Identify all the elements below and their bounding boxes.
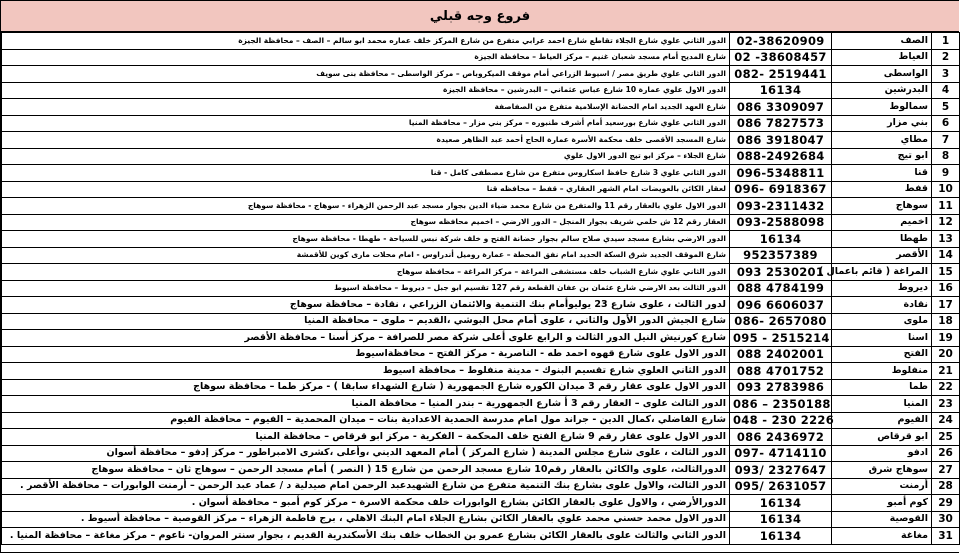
branch-name: ادفو: [832, 445, 932, 462]
branch-number: 16: [932, 280, 960, 297]
branch-name: الفتح: [832, 346, 932, 363]
branch-number: 4: [932, 82, 960, 99]
branch-name: ملوى: [832, 313, 932, 330]
branch-address: الدور الاول علوى عقار رقم 9 شارع الفتح خلف المحكمة – الفكرية - مركز ابو قرقاص – محافظة المنيا: [2, 429, 730, 446]
table-row: [2, 115, 960, 132]
branch-phone: 086 7827573: [730, 115, 832, 132]
table-row: [2, 181, 960, 198]
table-row: [2, 412, 960, 429]
branch-name: القوصية: [832, 511, 932, 528]
branch-phone: 095/ 2631057: [730, 478, 832, 495]
branch-phone: 093 2783986: [730, 379, 832, 396]
branch-name: المراغة ( قائم باعمال ): [832, 264, 932, 281]
branch-address: الدور الاول علوى عقار رقم 3 ميدان الكوره شارع الجمهورية ( شارع الشهداء سابقا ) - مركز طما – محافظة سوهاج: [2, 379, 730, 396]
title-bar: [1, 0, 959, 33]
branch-address: الدور الارضي بشارع مسجد سيدي صلاح سالم بجوار حضانة الفتح و خلف شركة نبس للسياحة - طهطا - محافظة سوهاج: [2, 231, 730, 248]
branch-number: 5: [932, 99, 960, 116]
branch-address: الدور الثالث، والاول علوى بشارع بنك التنمية متفرع من شارع الشهيدعبد الرحمن امام صيدلية د / عماد عبد الرحمن – أرمنت الوابورات – محافظة الأقصر .: [2, 478, 730, 495]
table-row: [2, 478, 960, 495]
branch-address: الدورالثالث، علوى والكائن بالعقار رقم10 شارع مسجد الرحمن من شارع 15 ( النصر ) أمام مسجد الرحمن – سوهاج ثان – محافظة سوهاج: [2, 462, 730, 479]
branch-address: لدور الثالث ، علوى شارع 23 يوليوأمام بنك التنمية والائتمان الزراعي ، نقادة – محافظة سوهاج: [2, 297, 730, 314]
branch-phone: 093-2588098: [730, 214, 832, 231]
branch-phone: 086- 2657080: [730, 313, 832, 330]
branch-number: 15: [932, 264, 960, 281]
table-row: [2, 214, 960, 231]
table-row: [2, 66, 960, 83]
branch-name: الأقصر: [832, 247, 932, 264]
branch-phone: 086 2436972: [730, 429, 832, 446]
branch-number: 13: [932, 231, 960, 248]
branch-name: نقادة: [832, 297, 932, 314]
branch-phone: 088 4701752: [730, 363, 832, 380]
branches-table: [1, 32, 960, 545]
branch-phone: 086 3918047: [730, 132, 832, 149]
branch-name: ديروط: [832, 280, 932, 297]
branch-name: البدرشين: [832, 82, 932, 99]
table-row: [2, 264, 960, 281]
branch-number: 11: [932, 198, 960, 215]
table-row: [2, 198, 960, 215]
table-row: [2, 528, 960, 545]
branch-address: الدور الثالث بعد الارضي شارع عثمان بن عفان القطعة رقم 127 تقسيم ابو جبل – ديروط – محافظة اسيوط: [2, 280, 730, 297]
branch-phone: 16134: [730, 231, 832, 248]
branch-number: 27: [932, 462, 960, 479]
branch-number: 6: [932, 115, 960, 132]
table-row: [2, 33, 960, 50]
branch-address: شارع الجلاء – مركز ابو تيج الدور الاول علوي: [2, 148, 730, 165]
branch-phone: 02-38620909: [730, 33, 832, 50]
branch-number: 7: [932, 132, 960, 149]
branch-name: الصف: [832, 33, 932, 50]
branch-phone: 096- 6918367: [730, 181, 832, 198]
branch-name: سوهاج شرق: [832, 462, 932, 479]
branch-address: الدور الثاني والثالث علوى بالعقار الكائن بشارع عمرو بن الخطاب خلف بنك الأسكندرية القديم ، بجوار سنتر المروان- ناعوم – مركز مغاغة – محافظة المنيا .: [2, 528, 730, 545]
table-row: [2, 231, 960, 248]
branch-number: 17: [932, 297, 960, 314]
branch-number: 29: [932, 495, 960, 512]
branch-address: لعقار الكائن بالعويضات امام الشهر العقاري – قفط – محافظه قنا: [2, 181, 730, 198]
branch-name: الواسطى: [832, 66, 932, 83]
branch-address: الدور الثالث علوى – العقار رقم 3 أ شارع الجمهورية – بندر المنيا – محافظة المنيا: [2, 396, 730, 413]
branch-phone: 952357389: [730, 247, 832, 264]
branch-address: شارع كورنيش النيل الدور الثالث و الرابع علوى أعلى شركة مصر للصرافة – مركز أسنا – محافظة الأقصر: [2, 330, 730, 347]
branch-phone: 086 3309097: [730, 99, 832, 116]
branch-name: طما: [832, 379, 932, 396]
branch-number: 14: [932, 247, 960, 264]
table-row: [2, 379, 960, 396]
table-row: [2, 363, 960, 380]
branch-name: اسنا: [832, 330, 932, 347]
branch-number: 20: [932, 346, 960, 363]
branch-name: مطاي: [832, 132, 932, 149]
branch-address: الدور الثاني العلوي شارع تقسيم البنوك - مدينة منفلوط – محافظة اسيوط: [2, 363, 730, 380]
branch-number: 24: [932, 412, 960, 429]
branch-name: ابو قرقاص: [832, 429, 932, 446]
branch-phone: 093-2311432: [730, 198, 832, 215]
branch-address: الدور الاول علوي بالعقار رقم 11 والمتفرع من شارع محمد ضياء الدين بجوار مسجد عبد الرحمن الزهراء - سوهاج - محافظة سوهاج: [2, 198, 730, 215]
table-row: [2, 165, 960, 182]
table-row: [2, 247, 960, 264]
table-row: [2, 330, 960, 347]
branch-name: سمالوط: [832, 99, 932, 116]
branch-address: الدور الاول علوى شارع قهوه احمد طه - الناصرية - مركز الفتح – محافظةاسيوط: [2, 346, 730, 363]
branch-number: 26: [932, 445, 960, 462]
branch-phone: 096 6606037: [730, 297, 832, 314]
branch-address: شارع المسجد الأقصى خلف محكمة الأسرة عمارة الحاج أحمد عبد الظاهر صعيدة: [2, 132, 730, 149]
branch-name: سوهاج: [832, 198, 932, 215]
table-row: [2, 495, 960, 512]
branch-name: كوم أمبو: [832, 495, 932, 512]
table-row: [2, 511, 960, 528]
branch-name: قفط: [832, 181, 932, 198]
page-title: فروع وجه قبلي: [429, 8, 531, 24]
branch-name: اخميم: [832, 214, 932, 231]
branch-number: 22: [932, 379, 960, 396]
branch-number: 25: [932, 429, 960, 446]
table-row: [2, 396, 960, 413]
branch-address: شارع الموقف الجديد شرق السكة الحديد امام نفق المحطة – عمارة روميل أندراوس - امام محلات مارى كوين للأقمشة: [2, 247, 730, 264]
table-row: [2, 99, 960, 116]
branches-table-body: [2, 33, 960, 545]
branch-name: منفلوط: [832, 363, 932, 380]
branch-number: 23: [932, 396, 960, 413]
branch-phone: 086 – 2350188: [730, 396, 832, 413]
branch-address: الدور الثاني علوي 3 شارع حافظ اسكاروس متفرع من شارع مصطفى كامل - قنا: [2, 165, 730, 182]
branch-number: 3: [932, 66, 960, 83]
branch-name: طهطا: [832, 231, 932, 248]
branch-address: الدور الثاني علوي شارع بورسعيد أمام أشرف طنبوره – مركز بني مزار – محافظة المنيا: [2, 115, 730, 132]
branch-name: ابو تيج: [832, 148, 932, 165]
branch-address: الدور الثاني علوي شارع الشباب خلف مستشفى المراغة – مركز المراغة – محافظة سوهاج: [2, 264, 730, 281]
branch-number: 9: [932, 165, 960, 182]
branch-name: مغاغة: [832, 528, 932, 545]
branch-name: المنيا: [832, 396, 932, 413]
branch-name: بني مزار: [832, 115, 932, 132]
branch-phone: 093/ 2327647: [730, 462, 832, 479]
table-row: [2, 49, 960, 66]
branch-number: 10: [932, 181, 960, 198]
table-row: [2, 148, 960, 165]
table-row: [2, 132, 960, 149]
branch-name: قنا: [832, 165, 932, 182]
branch-address: شارع الجيش الدور الأول والثاني ، علوى أمام محل البوشي ،القديم – ملوى – محافظة المنيا: [2, 313, 730, 330]
branch-number: 28: [932, 478, 960, 495]
branch-address: الدور الثاني علوي شارع الجلاء تقاطع شارع احمد عرابي متفرع من شارع المركز خلف عماره محمد ابو سالم – الصف – محافظة الجيزة: [2, 33, 730, 50]
branch-address: الدور الاول محمد حسني محمد علوي بالعقار الكائن بشارع الجلاء امام البنك الاهلي ، برج فاطمة الزهراء – مركز القوصية – محافظة أسيوط .: [2, 511, 730, 528]
branch-number: 31: [932, 528, 960, 545]
branch-phone: 16134: [730, 511, 832, 528]
branch-number: 30: [932, 511, 960, 528]
branch-phone: 095 - 2515214: [730, 330, 832, 347]
table-row: [2, 445, 960, 462]
branch-number: 2: [932, 49, 960, 66]
branch-phone: 16134: [730, 82, 832, 99]
branch-name: العياط: [832, 49, 932, 66]
branch-number: 8: [932, 148, 960, 165]
branch-number: 21: [932, 363, 960, 380]
table-row: [2, 82, 960, 99]
branch-phone: 096-5348811: [730, 165, 832, 182]
branch-address: شارع الفاضلي ،كمال الدين - جراند مول امام مدرسة الحمدية الاعدادية بنات – ميدان المحمدية – الفيوم – محافظة الفيوم: [2, 412, 730, 429]
branch-phone: 088 4784199: [730, 280, 832, 297]
branch-phone: 082- 2519441: [730, 66, 832, 83]
branch-phone: 088 2402001: [730, 346, 832, 363]
branch-address: العقار رقم 12 ش حلمي شريف بجوار المنجل – الدور الارضي – اخميم محافظه سوهاج: [2, 214, 730, 231]
branch-phone: 16134: [730, 528, 832, 545]
table-row: [2, 429, 960, 446]
branch-phone: 048 - 230 2226: [730, 412, 832, 429]
branch-number: 1: [932, 33, 960, 50]
branch-number: 12: [932, 214, 960, 231]
branch-phone: 097- 4714110: [730, 445, 832, 462]
branch-address: الدورالأرضي ، والاول علوى بالعقار الكائن بشارع الوابورات خلف محكمة الاسرة – مركز كوم أمبو – محافظة أسوان .: [2, 495, 730, 512]
branch-address: الدور الاول علوي عمارة 10 شارع عباس عثماني – البدرشين – محافظة الجيزة: [2, 82, 730, 99]
table-row: [2, 297, 960, 314]
branch-name: أرمنت: [832, 478, 932, 495]
branch-number: 18: [932, 313, 960, 330]
table-row: [2, 313, 960, 330]
table-row: [2, 280, 960, 297]
branch-phone: 02 -38608457: [730, 49, 832, 66]
table-row: [2, 462, 960, 479]
branch-phone: 093 2530201: [730, 264, 832, 281]
table-row: [2, 346, 960, 363]
branch-address: الدور الثاني علوي طريق مصر / اسيوط الزراعي أمام موقف الميكروباص – مركز الواسطى – محافظة بنى سويف: [2, 66, 730, 83]
branch-address: الدور الثالث ، علوى شارع مجلس المدينة ( شارع المركز ) أمام المعهد الديني ،وأعلى ،كشرى الامبراطور – مركز إدفو – محافظة أسوان: [2, 445, 730, 462]
branch-address: شارع العهد الجديد امام الحضانة الإسلامية متفرع من الصفاصفة: [2, 99, 730, 116]
branch-phone: 088-2492684: [730, 148, 832, 165]
branch-phone: 16134: [730, 495, 832, 512]
branch-number: 19: [932, 330, 960, 347]
branch-address: شارع المديح أمام مسجد شعبان غنيم – مركز العياط – محافظة الجيزة: [2, 49, 730, 66]
branch-name: الفيوم: [832, 412, 932, 429]
